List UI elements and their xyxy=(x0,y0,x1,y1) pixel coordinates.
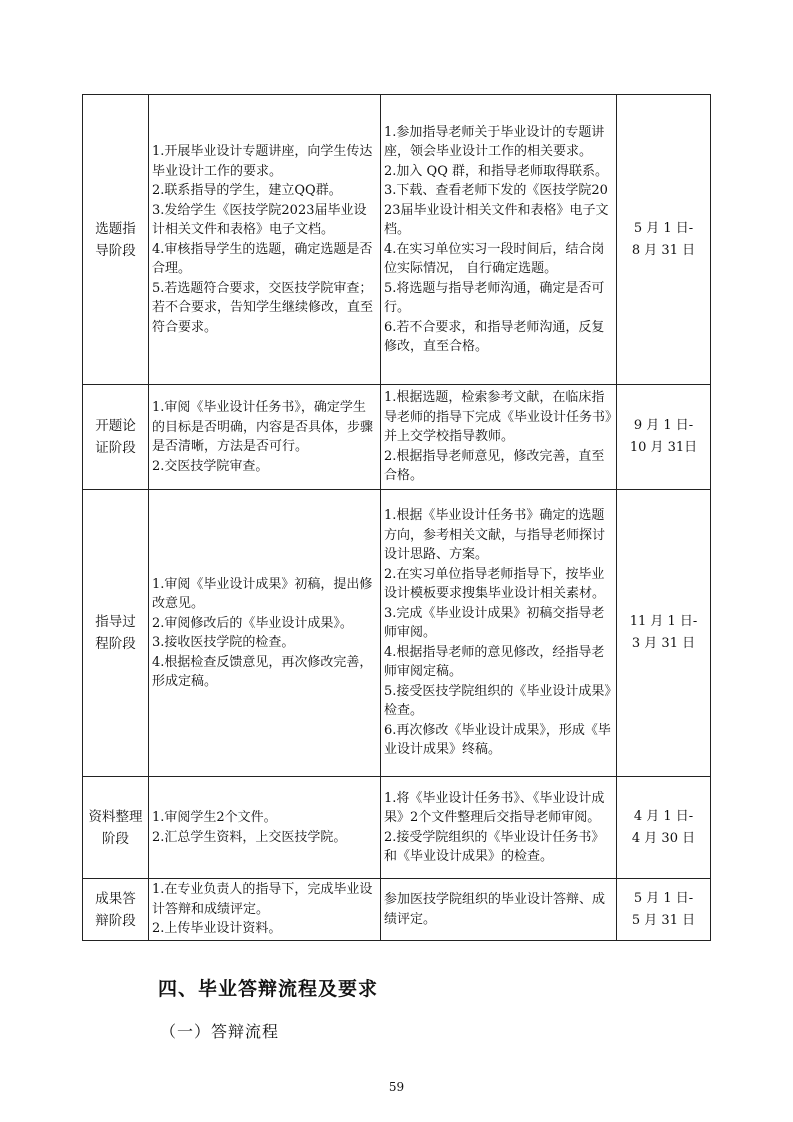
student-task-item: 1.将《毕业设计任务书》、《毕业设计成果》2个文件整理后交指导老师审阅。 xyxy=(384,790,605,825)
student-task-item: 6.若不合要求，和指导老师沟通，反复修改，直至合格。 xyxy=(384,319,605,354)
teacher-task-item: 2.上传毕业设计资料。 xyxy=(152,921,282,937)
table-row-proposal xyxy=(83,385,711,490)
teacher-task-item: 3.接收医技学院的检查。 xyxy=(152,635,295,650)
table-row-materials xyxy=(83,777,711,879)
date-end: 5 月 31 日 xyxy=(631,912,696,928)
date-cell xyxy=(617,490,711,777)
stage-cell xyxy=(83,879,149,941)
student-task-cell xyxy=(381,777,617,879)
stage-label-line: 证阶段 xyxy=(95,440,136,456)
teacher-task-cell xyxy=(149,95,381,385)
teacher-task-item: 5.若选题符合要求，交医技学院审查；若不合要求，告知学生继续修改，直至符合要求。 xyxy=(152,280,374,335)
student-task-item: 2.在实习单位指导老师指导下，按毕业设计模板要求搜集毕业设计相关素材。 xyxy=(384,566,606,602)
stage-label-line: 程阶段 xyxy=(95,636,136,652)
student-task-item: 1.参加指导老师关于毕业设计的专题讲座，领会毕业设计工作的相关要求。 xyxy=(384,124,605,159)
student-task-item: 参加医技学院组织的毕业设计答辩、成绩评定。 xyxy=(384,892,606,927)
date-start: 4 月 1 日- xyxy=(633,808,694,824)
teacher-task-item: 4.根据检查反馈意见，再次修改完善，形成定稿。 xyxy=(152,654,373,689)
date-start: 11 月 1 日- xyxy=(629,614,698,629)
stage-label-line: 成果答 xyxy=(95,890,136,907)
stage-cell xyxy=(83,490,149,777)
stage-label-line: 指导过 xyxy=(95,614,136,630)
teacher-task-item: 2.审阅修改后的《毕业设计成果》。 xyxy=(152,615,353,631)
student-task-cell xyxy=(381,879,617,941)
student-task-item: 2.接受学院组织的《毕业设计任务书》和《毕业设计成果》的检查。 xyxy=(384,829,605,864)
date-cell xyxy=(617,777,711,879)
date-start: 5 月 1 日- xyxy=(633,890,694,906)
student-task-item: 1.根据选题，检索参考文献，在临床指导老师的指导下完成《毕业设计任务书》并上交学校指导教师。 xyxy=(384,390,612,445)
stage-cell xyxy=(83,385,149,490)
stage-label-line: 选题指 xyxy=(95,220,136,237)
date-start: 9 月 1 日- xyxy=(633,418,694,433)
stage-label-line: 辩阶段 xyxy=(95,912,136,929)
student-task-item: 1.根据《毕业设计任务书》确定的选题方向，参考相关文献，与指导老师探讨设计思路、方案。 xyxy=(384,508,606,563)
date-end: 4 月 30 日 xyxy=(631,830,696,846)
stage-label-line: 阶段 xyxy=(102,830,129,847)
student-task-item: 5.将选题与指导老师沟通，确定是否可行。 xyxy=(384,280,605,315)
student-task-item: 3.完成《毕业设计成果》初稿交指导老师审阅。 xyxy=(384,605,605,641)
teacher-task-item: 1.审阅学生2个文件。 xyxy=(152,810,277,825)
page-number: 59 xyxy=(388,1080,405,1094)
graduation-design-schedule-table xyxy=(82,94,711,941)
date-cell xyxy=(617,385,711,490)
student-task-item: 4.在实习单位实习一段时间后，结合岗位实际情况， 自行确定选题。 xyxy=(384,241,605,276)
student-task-cell xyxy=(381,385,617,490)
student-task-item: 2.根据指导老师意见，修改完善，直至合格。 xyxy=(384,448,605,484)
date-end: 10 月 31日 xyxy=(629,440,698,455)
teacher-task-cell xyxy=(149,490,381,777)
student-task-item: 4.根据指导老师的意见修改，经指导老师审阅定稿。 xyxy=(384,644,605,680)
teacher-task-item: 2.汇总学生资料，上交医技学院。 xyxy=(152,829,347,845)
teacher-task-cell xyxy=(149,385,381,490)
student-task-item: 6.再次修改《毕业设计成果》，形成《毕业设计成果》终稿。 xyxy=(384,722,611,758)
stage-cell xyxy=(83,95,149,385)
stage-label-line: 导阶段 xyxy=(95,242,136,259)
teacher-task-item: 1.审阅《毕业设计成果》初稿，提出修改意见。 xyxy=(152,576,373,611)
student-task-cell xyxy=(381,490,617,777)
table-row-defense xyxy=(83,879,711,941)
date-start: 5 月 1 日- xyxy=(633,220,694,236)
subsection-heading: （一）答辩流程 xyxy=(160,1022,280,1041)
table-row-guidance xyxy=(83,490,711,777)
stage-label-line: 开题论 xyxy=(95,418,136,434)
student-task-item: 5.接受医技学院组织的《毕业设计成果》检查。 xyxy=(384,683,611,719)
date-end: 3 月 31 日 xyxy=(631,636,696,651)
teacher-task-item: 2.交医技学院审查。 xyxy=(152,458,269,474)
stage-label-line: 资料整理 xyxy=(88,808,143,825)
date-cell xyxy=(617,879,711,941)
teacher-task-item: 1.开展毕业设计专题讲座，向学生传达毕业设计工作的要求。 xyxy=(152,144,373,179)
table-row-topic-selection xyxy=(83,95,711,385)
teacher-task-item: 2.联系指导的学生，建立QQ群。 xyxy=(152,183,342,198)
teacher-task-item: 3.发给学生《医技学院2023届毕业设计相关文件和表格》电子文档。 xyxy=(152,202,367,237)
teacher-task-item: 1.审阅《毕业设计任务书》，确定学生的目标是否明确，内容是否具体，步骤是否清晰，方法是否可行。 xyxy=(152,400,374,454)
section-heading: 四、毕业答辩流程及要求 xyxy=(158,978,379,1000)
student-task-item: 3.下载、查看老师下发的《医技学院2023届毕业设计相关文件和表格》电子文档。 xyxy=(384,183,609,237)
date-cell xyxy=(617,95,711,385)
date-end: 8 月 31 日 xyxy=(631,242,696,258)
teacher-task-cell xyxy=(149,777,381,879)
teacher-task-item: 1.在专业负责人的指导下，完成毕业设计答辩和成绩评定。 xyxy=(152,882,373,917)
student-task-cell xyxy=(381,95,617,385)
stage-cell xyxy=(83,777,149,879)
teacher-task-item: 4.审核指导学生的选题，确定选题是否合理。 xyxy=(152,241,373,276)
teacher-task-cell xyxy=(149,879,381,941)
student-task-item: 2.加入 QQ 群，和指导老师取得联系。 xyxy=(384,163,608,179)
